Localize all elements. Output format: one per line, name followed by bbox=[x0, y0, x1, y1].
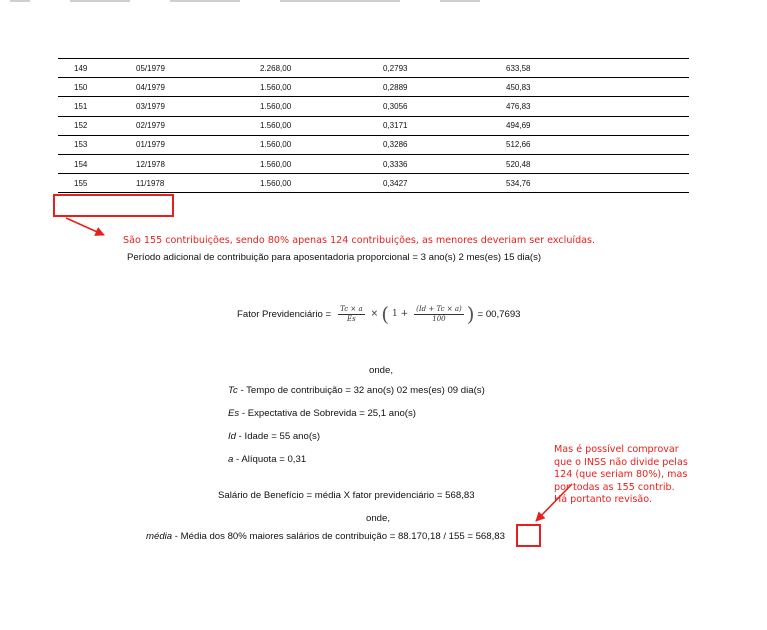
cell-corrigido: 512,66 bbox=[506, 140, 531, 150]
annotation-line: que o INSS não divide pelas bbox=[554, 456, 688, 468]
cell-indice: 0,3286 bbox=[383, 140, 408, 150]
fraction-numerator: Tc × a bbox=[340, 304, 363, 313]
fraction-numerator: (Id + Tc × a) bbox=[416, 304, 462, 313]
cell-indice: 0,3336 bbox=[383, 159, 408, 169]
fator-result: = 00,7693 bbox=[477, 308, 521, 320]
onde-label-2: onde, bbox=[366, 513, 391, 524]
cell-salario: 2.268,00 bbox=[260, 63, 292, 73]
cell-corrigido: 534,76 bbox=[506, 178, 531, 188]
cell-comp: 03/1979 bbox=[136, 101, 165, 111]
open-paren: ( bbox=[381, 302, 390, 326]
var-es bbox=[228, 408, 416, 419]
cell-corrigido: 633,58 bbox=[506, 63, 531, 73]
cell-n: 151 bbox=[74, 101, 88, 111]
cell-indice: 0,2889 bbox=[383, 82, 408, 92]
cell-corrigido: 476,83 bbox=[506, 101, 531, 111]
arrow-to-note1 bbox=[66, 218, 104, 235]
cell-salario: 1.560,00 bbox=[260, 140, 292, 150]
cell-comp: 12/1978 bbox=[136, 159, 165, 169]
cell-corrigido: 520,48 bbox=[506, 159, 531, 169]
media-text bbox=[146, 531, 505, 542]
cell-salario: 1.560,00 bbox=[260, 101, 292, 111]
fraction-id-100 bbox=[414, 305, 464, 324]
cell-comp: 11/1978 bbox=[136, 178, 165, 188]
formula-math bbox=[335, 304, 474, 324]
annotation-line: Mas é possível comprovar bbox=[554, 444, 679, 455]
salario-beneficio-text: Salário de Benefício = média X fator previdenciário = 568,83 bbox=[218, 490, 475, 501]
var-tc bbox=[228, 385, 485, 396]
cell-salario: 1.560,00 bbox=[260, 121, 292, 131]
cell-n: 152 bbox=[74, 121, 88, 131]
cell-salario: 1.560,00 bbox=[260, 159, 292, 169]
one-plus: 1 + bbox=[392, 309, 409, 319]
close-paren: ) bbox=[466, 302, 475, 326]
var-description: - Tempo de contribuição = 32 ano(s) 02 mes(es) 09 dia(s) bbox=[237, 385, 485, 396]
var-symbol: Es bbox=[228, 408, 240, 419]
additional-period-text: Período adicional de contribuição para aposentadoria proporcional = 3 ano(s) 2 mes(es) 15 dia(s) bbox=[127, 252, 542, 263]
annotation-line: por todas as 155 contrib. bbox=[554, 481, 675, 493]
var-symbol: média bbox=[146, 531, 173, 542]
times-sign: × bbox=[370, 309, 379, 319]
var-symbol: a bbox=[228, 454, 234, 465]
cell-indice: 0,3056 bbox=[383, 101, 408, 111]
cell-indice: 0,3171 bbox=[383, 121, 408, 131]
cell-salario: 1.560,00 bbox=[260, 82, 292, 92]
var-id bbox=[228, 431, 320, 442]
cell-corrigido: 450,83 bbox=[506, 82, 531, 92]
cell-comp: 04/1979 bbox=[136, 82, 165, 92]
cell-n: 154 bbox=[74, 159, 88, 169]
var-symbol: Tc bbox=[228, 385, 238, 396]
annotation-excluded-contributions: São 155 contribuições, sendo 80% apenas 124 contribuições, as menores deveriam ser excluídas. bbox=[123, 235, 596, 246]
fraction-denominator: Es bbox=[347, 314, 356, 323]
onde-label-1: onde, bbox=[369, 365, 394, 376]
var-description: - Idade = 55 ano(s) bbox=[236, 431, 321, 442]
cell-salario: 1.560,00 bbox=[260, 178, 292, 188]
cell-n: 155 bbox=[74, 178, 88, 188]
cell-corrigido: 494,69 bbox=[506, 121, 531, 131]
fraction-tc-es bbox=[338, 305, 365, 324]
cell-comp: 02/1979 bbox=[136, 121, 165, 131]
cell-indice: 0,2793 bbox=[383, 63, 408, 73]
cell-n: 153 bbox=[74, 140, 88, 150]
var-symbol: Id bbox=[228, 431, 237, 442]
cell-n: 149 bbox=[74, 63, 88, 73]
cell-n: 150 bbox=[74, 82, 88, 92]
fraction-denominator: 100 bbox=[432, 314, 446, 323]
var-description: - Alíquota = 0,31 bbox=[233, 454, 307, 465]
highlight-box-divisor-155 bbox=[516, 524, 541, 547]
var-description: - Expectativa de Sobrevida = 25,1 ano(s) bbox=[239, 408, 416, 419]
cell-indice: 0,3427 bbox=[383, 178, 408, 188]
var-description: - Média dos 80% maiores salários de contribuição = 88.170,18 / 155 = 568,83 bbox=[172, 531, 505, 542]
annotation-line: 124 (que seriam 80%), mas bbox=[554, 469, 688, 481]
fator-label: Fator Previdenciário = bbox=[237, 308, 332, 320]
fator-previdenciario-formula bbox=[237, 301, 521, 327]
var-a bbox=[228, 454, 306, 465]
annotation-line: Há portanto revisão. bbox=[554, 494, 653, 506]
annotation-inss-revision bbox=[554, 444, 688, 507]
cell-comp: 05/1979 bbox=[136, 63, 165, 73]
cell-comp: 01/1979 bbox=[136, 140, 165, 150]
